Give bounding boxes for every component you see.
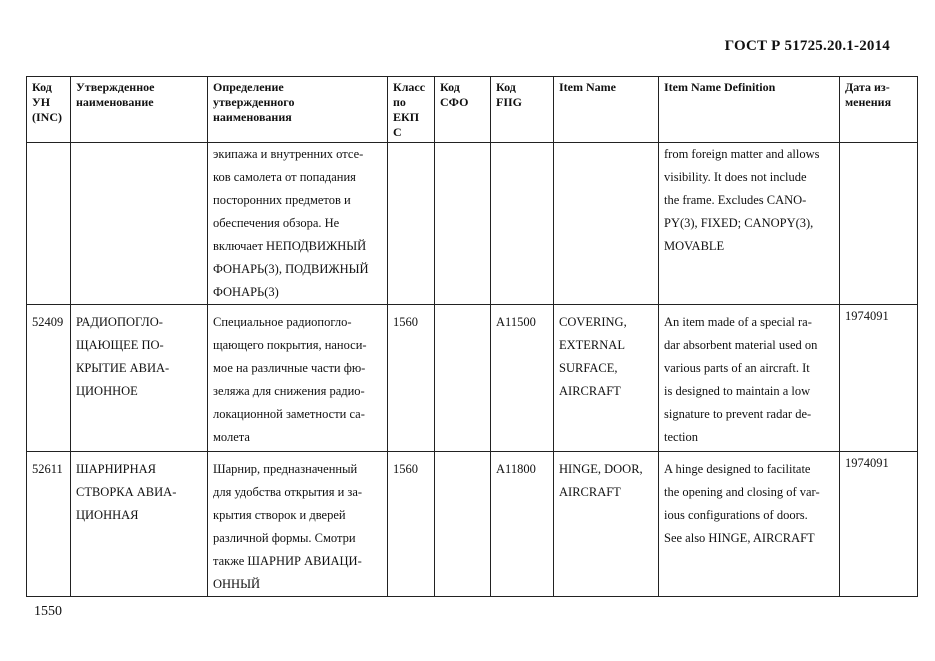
cell-text-line: для удобства открытия и за- [213,485,363,499]
cell-sfo-code [435,143,491,305]
cell-name-ru [71,305,208,452]
cell-text-line: signature to prevent radar de- [664,407,812,421]
cell-text-line: from foreign matter and allows [664,147,820,161]
cell-text-line: A hinge designed to facilitate [664,462,811,476]
cell-text-line: the frame. Excludes CANO- [664,193,807,207]
cell-item-definition [659,452,840,597]
header-text-line: наименования [213,110,292,124]
cell-text-line: Специальное радиопогло- [213,315,352,329]
header-text-line: УН [32,95,51,109]
cell-text-line: tection [664,430,699,444]
cell-text-line: the opening and closing of var- [664,485,820,499]
header-text-line: ЕКП [393,110,420,124]
cell-text-line: ФОНАРЬ(3) [213,285,279,299]
cell-item-name [554,452,659,597]
col-header-change-date [840,77,918,143]
col-header-item-name [554,77,659,143]
cell-text-line: ФОНАРЬ(3), ПОДВИЖНЫЙ [213,262,369,276]
cell-text-line: SURFACE, [559,361,618,375]
cell-inc: 52409 [27,305,71,452]
cell-text-line: AIRCRAFT [559,384,621,398]
col-header-fiig-code [491,77,554,143]
cell-name-ru [71,143,208,305]
cell-name-ru [71,452,208,597]
cell-definition-ru [208,305,388,452]
cell-fiig-code [491,143,554,305]
cell-text-line: ious configurations of doors. [664,508,808,522]
nomenclature-table [26,76,918,597]
cell-ekps-class [388,143,435,305]
cell-text-line: зеляжа для снижения радио- [213,384,365,398]
header-text-line: Item Name [559,80,616,94]
header-text-line: Код [496,80,516,94]
header-text-line: по [393,95,406,109]
header-text-line: (INC) [32,110,62,124]
cell-change-date [840,143,918,305]
cell-text-line: посторонних предметов и [213,193,351,207]
cell-text-line: An item made of a special ra- [664,315,812,329]
cell-item-definition [659,305,840,452]
cell-text-line: HINGE, DOOR, [559,462,643,476]
header-text-line: Код [440,80,460,94]
page-number: 1550 [34,604,62,619]
cell-change-date: 1974091 [840,452,918,597]
table-row [27,143,918,305]
header-text-line: Дата из- [845,80,890,94]
header-text-line: наименование [76,95,154,109]
cell-text-line: экипажа и внутренних отсе- [213,147,364,161]
header-text-line: Класс [393,80,426,94]
cell-text-line: РАДИОПОГЛО- [76,315,163,329]
cell-text-line: СТВОРКА АВИА- [76,485,177,499]
cell-text-line: dar absorbent material used on [664,338,818,352]
col-header-sfo-code [435,77,491,143]
cell-ekps-class: 1560 [388,305,435,452]
cell-text-line: локационной заметности са- [213,407,365,421]
cell-fiig-code: A11800 [491,452,554,597]
cell-text-line: крытия створок и дверей [213,508,346,522]
cell-fiig-code: A11500 [491,305,554,452]
cell-ekps-class: 1560 [388,452,435,597]
cell-text-line: ЩАЮЩЕЕ ПО- [76,338,164,352]
cell-item-name [554,143,659,305]
cell-change-date: 1974091 [840,305,918,452]
cell-inc: 52611 [27,452,71,597]
cell-text-line: COVERING, [559,315,627,329]
cell-text-line: различной формы. Смотри [213,531,356,545]
header-text-line: Утвержденное [76,80,155,94]
header-text-line: Код [32,80,52,94]
col-header-ekps-class [388,77,435,143]
cell-text-line: See also HINGE, AIRCRAFT [664,531,815,545]
cell-text-line: также ШАРНИР АВИАЦИ- [213,554,362,568]
header-text-line: FIIG [496,95,523,109]
header-text-line: менения [845,95,892,109]
col-header-item-definition [659,77,840,143]
cell-text-line: various parts of an aircraft. It [664,361,810,375]
cell-text-line: молета [213,430,250,444]
table-header-row [27,77,918,143]
cell-text-line: щающего покрытия, наноси- [213,338,367,352]
cell-definition-ru [208,452,388,597]
cell-item-name [554,305,659,452]
cell-definition-ru [208,143,388,305]
document-code: ГОСТ Р 51725.20.1-2014 [724,38,890,54]
header-text-line: Item Name Definition [664,80,776,94]
cell-text-line: ШАРНИРНАЯ [76,462,156,476]
table-row [27,452,918,597]
col-header-inc [27,77,71,143]
cell-text-line: PY(3), FIXED; CANOPY(3), [664,216,814,230]
cell-text-line: Шарнир, предназначенный [213,462,358,476]
header-text-line: утвержденного [213,95,295,109]
cell-text-line: AIRCRAFT [559,485,621,499]
cell-text-line: ков самолета от попадания [213,170,356,184]
cell-text-line: MOVABLE [664,239,725,253]
cell-text-line: ЦИОННОЕ [76,384,138,398]
cell-sfo-code [435,452,491,597]
header-text-line: С [393,125,402,139]
cell-text-line: EXTERNAL [559,338,625,352]
cell-text-line: visibility. It does not include [664,170,807,184]
cell-text-line: КРЫТИЕ АВИА- [76,361,170,375]
cell-text-line: мое на различные части фю- [213,361,366,375]
cell-sfo-code [435,305,491,452]
cell-text-line: is designed to maintain a low [664,384,811,398]
cell-text-line: ЦИОННАЯ [76,508,139,522]
cell-item-definition [659,143,840,305]
cell-inc [27,143,71,305]
header-text-line: СФО [440,95,469,109]
cell-text-line: включает НЕПОДВИЖНЫЙ [213,239,367,253]
col-header-definition-ru [208,77,388,143]
col-header-name-ru [71,77,208,143]
cell-text-line: обеспечения обзора. Не [213,216,340,230]
cell-text-line: ОННЫЙ [213,577,261,591]
table-row [27,305,918,452]
header-text-line: Определение [213,80,284,94]
